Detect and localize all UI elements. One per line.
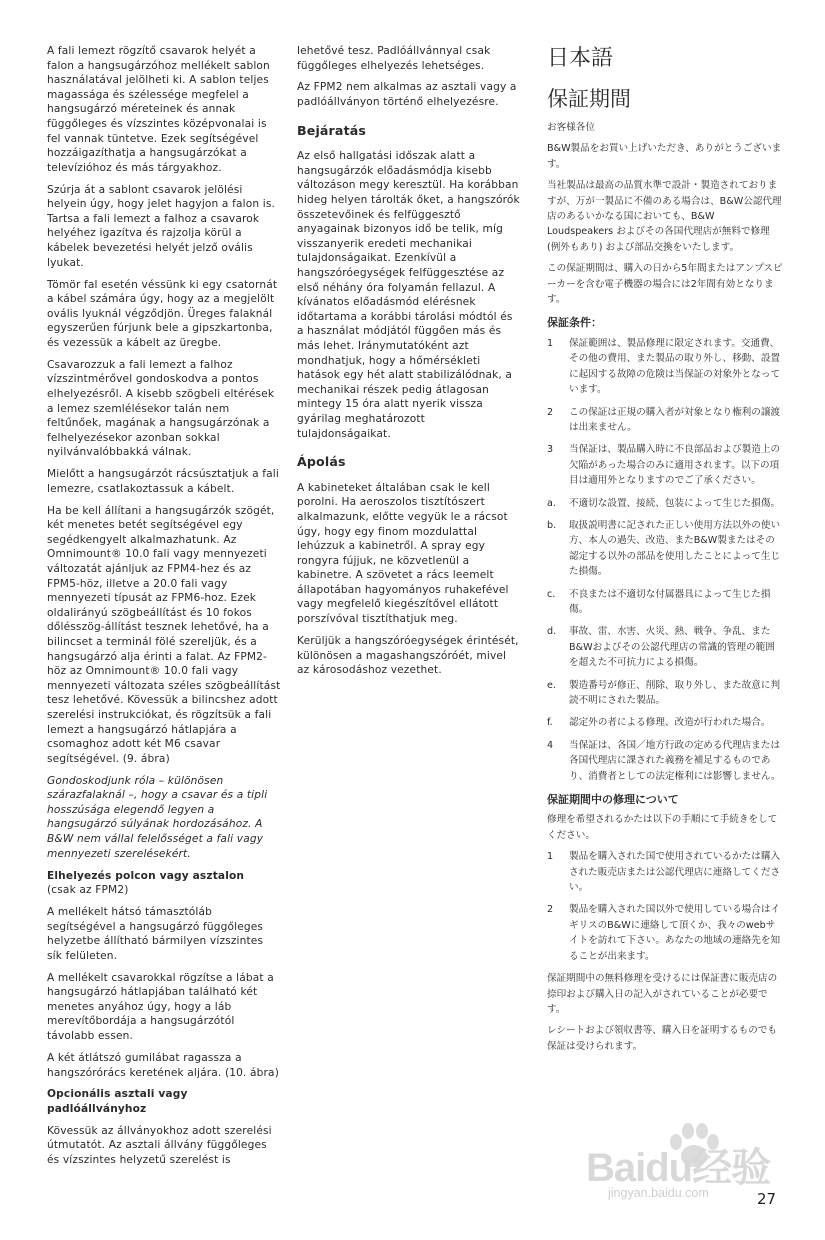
paragraph: A mellékelt csavarokkal rögzítse a lábat a hangsugárzó hátlapjában található két menetes anyához úgy, hogy a láb merevítőbordája a hangsugárzótól távolabb essen. [47, 971, 274, 1043]
greeting: お客様各位 [547, 122, 595, 133]
list-item-text: 当保証は、各国／地方行政の定める代理店または各国代理店に課された義務を補足するものであり、消費者としての法定権利には影響しません。 [569, 739, 781, 782]
paragraph: A kabineteket általában csak le kell porolni. Ha aeroszolos tisztítószert alkalmazunk, előtte vegyük le a rácsot úgy, hogy egy finom mozdulattal lehúzzuk a kabinetről. A spray egy rongyra fújjuk, ne közvetlenül a kabinetre. A szövetet a rács leemelt állapotában hagyományos ruhakefével vagy megfelelő kiegészítővel ellátott porszívóval tisztíthatjuk meg. [297, 481, 509, 626]
list-item [547, 624, 783, 670]
list-item-marker: 1 [547, 337, 554, 349]
conditions-heading: 保証条件： [547, 316, 602, 330]
paragraph: A két átlátszó gumilábat ragassza a hangszórórács keretének aljára. (10. ábra) [47, 1051, 279, 1079]
paragraph: Kerüljük a hangszóróegységek érintését, különösen a magashangszóróét, mivel az károsodáshoz vezethet. [297, 634, 519, 677]
column-hungarian-middle [297, 44, 521, 685]
list-item-text: 保証範囲は、製品修理に限定されます。交通費、その他の費用、また製品の取り外し、移動、設置に起因する故障の危険は当保証の対象外となっています。 [569, 337, 781, 396]
paragraph: 保証期間中の無料修理を受けるには保証書に販売店の捺印および購入日の記入がされていることが必要です。 [547, 973, 778, 1015]
list-item-text: 事故、雷、水害、火災、熱、戦争、争乱、またB&Wおよびその公認代理店の常識的管理の範囲を超えた不可抗力による損傷。 [569, 626, 775, 669]
list-item-marker: 1 [547, 851, 554, 863]
heading-bejaratas: Bejáratás [297, 122, 367, 138]
list-item-marker: f. [547, 717, 553, 729]
heading-optional-stand: Opcionális asztali vagy padlóállványhoz [47, 1088, 188, 1116]
paragraph: レシートおよび領収書等、購入日を証明するものでも保証は受けられます。 [547, 1025, 778, 1052]
paragraph: B&W製品をお買い上げいただき、ありがとうございます。 [547, 143, 782, 170]
column-japanese [547, 44, 783, 1060]
italic-note: Gondoskodjunk róla – különösen szárazfalaknál –, hogy a csavar és a tipli hosszúsága elegendő legyen a hangsugárzó súlyának hordozásához. A B&W nem vállal felelősséget a fali vagy mennyezeti szerelésekért. [47, 774, 268, 860]
list-item-marker: 2 [547, 406, 554, 418]
paragraph: Az első hallgatási időszak alatt a hangsugárzók előadásmódja kisebb változáson megy keresztül. Ha korábban hideg helyen tárolták őket, a hangszórók összetevőinek és felfüggesztő anyagainak bizonyos idő be telik, míg visszanyerik eredeti mechanikai tulajdonságaikat. Ezenkívül a hangszóróegységek felfüggesztése az első néhány óra folyamán fellazul. A kívánatos előadásmód elérésnek időtartama a korábbi tárolási módtól és a használat módjától függően más és más lehet. Iránymutatóként azt mondhatjuk, hogy a hőmérsékleti hatások egy hét alatt stabilizálódnak, a mechanikai részek pedig átlagosan mintegy 15 óra alatt nyerik vissza gyárilag meghatározott tulajdonságaikat. [297, 150, 520, 440]
paragraph: Szúrja át a sablont csavarok jelölési helyein úgy, hogy jelet hagyjon a falon is. Tartsa a fali lemezt a falhoz a csavarok helyéhez igazítva és rajzolja körül a kábelek bevezetési helyét jelző ovális lyukat. [47, 183, 276, 269]
paragraph: 修理を希望されるかたは以下の手順にて手続きをしてください。 [547, 814, 778, 841]
watermark [586, 1120, 786, 1204]
paragraph: A fali lemezt rögzítő csavarok helyét a falon a hangsugárzóhoz mellékelt sablon használatával jelölheti ki. A sablon teljes magassága és szélessége megfelel a hangsugárzó méreteinek és annak függőleges és vízszintes középvonalai is fel vannak tüntetve. Ezek segítségével hozzáigazíthatja a hangsugárzókat a televízióhoz és más tárgyakhoz. [47, 45, 270, 174]
conditions-list [547, 336, 783, 784]
list-item [547, 405, 783, 436]
language-title: 日本語 [547, 46, 614, 71]
paragraph: lehetővé tesz. Padlóállvánnyal csak függőleges elhelyezés lehetséges. [297, 45, 491, 72]
heading-shelf-placement: Elhelyezés polcon vagy asztalon [47, 869, 245, 882]
list-item [547, 442, 783, 488]
list-item-text: 製造番号が修正、削除、取り外し、また故意に判読不明にされた製品。 [569, 679, 781, 706]
list-item-text: 取扱説明書に記された正しい使用方法以外の使い方、本人の過失、改造、またB&W製またはその認定する以外の部品を使用したことによって生じた損傷。 [569, 519, 781, 578]
paragraph: A mellékelt hátsó támasztóláb segítségével a hangsugárzó függőleges helyzetbe állítható bármilyen vízszintes sík felületen. [47, 906, 264, 962]
list-item [547, 902, 783, 964]
list-item [547, 496, 783, 511]
list-item [547, 849, 783, 895]
list-item-marker: c. [547, 588, 556, 600]
watermark-url: jingyan.baidu.com [608, 1186, 709, 1200]
column-hungarian-left [47, 44, 281, 1175]
list-item [547, 678, 783, 709]
repair-heading: 保証期間中の修理について [547, 793, 679, 807]
list-item-marker: e. [547, 679, 556, 691]
list-item [547, 336, 783, 398]
watermark-logo: Baidu经验 [586, 1146, 771, 1190]
list-item-marker: a. [547, 497, 556, 509]
list-item-marker: b. [547, 519, 557, 531]
paragraph: Ha be kell állítani a hangsugárzók szögét, két menetes betét segítségével egy segédkengyelt alkalmazhatunk. Az Omnimount® 10.0 fali vagy mennyezeti változatát ajánljuk az FPM4-hez és az FPM5-höz, illetve a 20.0 fali vagy mennyezeti típusát az FPM6-hoz. Ezek oldalirányú szögbeállítást és 10 fokos dőlésszög-állítást tesznek lehetővé, ha a bilincset a terminál fölé szereljük, és a hangsugárzó alja érinti a falat. Az FPM2-höz az Omnimount® 10.0 fali vagy mennyezeti változata széles szögbeállítást tesz lehetővé. Kövessük a bilincshez adott szerelési instrukciókat, és rögzítsük a fali lemezt a hangsugárzó hátlapjára a csomaghoz adott két M6 csavar segítségével. (9. ábra) [47, 504, 281, 765]
list-item [547, 518, 783, 580]
page-number: 27 [757, 1190, 777, 1208]
list-item [547, 587, 783, 618]
paragraph: Kövessük az állványokhoz adott szerelési útmutatót. Az asztali állvány függőleges és vízszintes helyzetű szerelést is [47, 1124, 272, 1166]
list-item-text: 不適切な設置、接続、包装によって生じた損傷。 [569, 497, 781, 509]
list-item-marker: 2 [547, 904, 554, 916]
list-item-marker: 3 [547, 444, 554, 456]
paragraph: 当社製品は最高の品質水準で設計・製造されておりますが、万が一製品に不備のある場合は、B&W公認代理店のあるいかなる国においても、B&W Loudspeakers およびその各国代理店が無料で修理(例外もあり) および部品交換をいたします。 [547, 180, 782, 253]
heading-sub: (csak az FPM2) [47, 884, 129, 897]
list-item [547, 738, 783, 784]
list-item-text: この保証は正規の購入者が対象となり権利の譲渡は出来ません。 [569, 406, 781, 433]
list-item-text: 製品を購入された国で使用されているかたは購入された販売店または公認代理店に連絡してください。 [569, 851, 781, 894]
warranty-title: 保証期間 [547, 87, 631, 111]
heading-apolas: Ápolás [297, 454, 346, 470]
paragraph: この保証期間は、購入の日から5年間またはアンプスピーカーを含む電子機器の場合には2年間有効となります。 [547, 263, 783, 306]
list-item-marker: d. [547, 626, 557, 638]
list-item-text: 製品を購入された国以外で使用している場合はイギリスのB&Wに連絡して頂くか、我々のwebサイトを訪れて下さい。あなたの地域の連絡先を知ることが出来ます。 [569, 904, 781, 962]
paragraph: Mielőtt a hangsugárzót rácsúsztatjuk a fali lemezre, csatlakoztassuk a kábelt. [47, 468, 279, 495]
paragraph: Az FPM2 nem alkalmas az asztali vagy a padlóállványon történő elhelyezésre. [297, 81, 517, 109]
paragraph: Tömör fal esetén véssünk ki egy csatornát a kábel számára úgy, hogy az a megjelölt ovális lyuknál végződjön. Üreges falaknál egyszerűen fúrjunk bele a gipszkartonba, és vezessük a kábelt az üregbe. [47, 278, 278, 349]
list-item-marker: 4 [547, 739, 554, 751]
list-item-text: 不良または不適切な付属器具によって生じた損傷。 [569, 588, 771, 615]
list-item-text: 認定外の者による修理、改造が行われた場合。 [569, 717, 771, 729]
list-item-text: 当保証は、製品購入時に不良部品および製造上の欠陥があった場合のみに適用されます。以下の項目は適用外となりますのでご了承ください。 [569, 444, 781, 487]
paragraph: Csavarozzuk a fali lemezt a falhoz vízszintmérővel gondoskodva a pontos elhelyezésről. A kisebb szögbeli eltérések a lemez szemlélésekor talán nem feltűnőek, magának a hangsugárzónak a felhelyezésekor azonban sokkal nyilvánvalóbbakká válnak. [47, 358, 275, 459]
list-item [547, 715, 783, 730]
repair-steps-list [547, 849, 783, 964]
